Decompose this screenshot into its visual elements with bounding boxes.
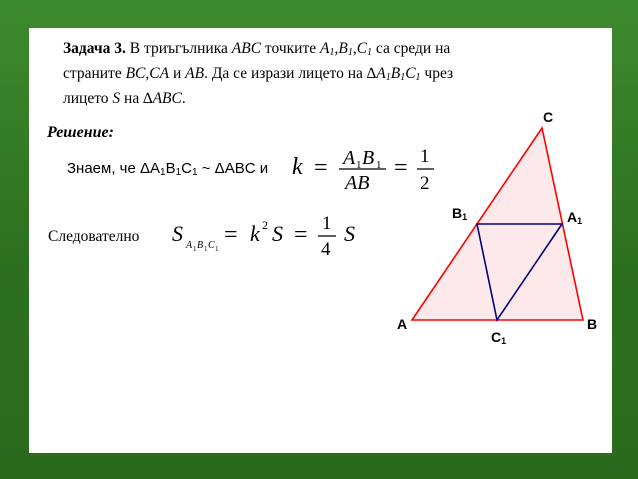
triangle-symbol: ∆ xyxy=(143,90,153,107)
area-s: S xyxy=(272,221,283,246)
vertex-b1-label xyxy=(452,205,467,222)
task-text: са среди на xyxy=(375,40,451,57)
task-text: на xyxy=(124,90,140,107)
task-text: В триъгълника xyxy=(129,40,228,57)
vertex-a1-text: A xyxy=(567,209,578,225)
side-ca: CA xyxy=(149,65,170,82)
task-text: точките xyxy=(264,40,317,57)
vertex-c1-label xyxy=(491,329,506,346)
task-text: страните xyxy=(63,65,122,82)
point-c1: C xyxy=(356,40,368,57)
numerator-one: 1 xyxy=(420,146,430,167)
task-text: лицето xyxy=(63,90,109,107)
side-ab: AB xyxy=(185,65,205,82)
vertex-a-text: A xyxy=(397,316,408,332)
subscript: 1 xyxy=(192,167,198,178)
point-b1: B xyxy=(338,40,348,57)
numerator-one: 1 xyxy=(322,213,332,234)
subscript-c: C xyxy=(208,240,215,251)
subscript: 1 xyxy=(376,159,382,171)
subscript: 1 xyxy=(204,245,208,253)
known-text: ~ ΔABC и xyxy=(197,160,269,177)
triangle-name: ABC xyxy=(152,90,182,107)
area-s: S xyxy=(344,221,355,246)
equals-sign: = xyxy=(294,222,308,248)
subscript: 1 xyxy=(160,167,166,178)
point-c1: C xyxy=(405,65,416,82)
point-b1: B xyxy=(390,65,401,82)
vertex-c1-text: C xyxy=(491,329,502,345)
side-bc: BC xyxy=(125,65,146,82)
vertex-b-text: B xyxy=(587,316,598,332)
subscript: 1 xyxy=(501,336,507,346)
power-two: 2 xyxy=(262,218,268,232)
vertex-c-label xyxy=(543,109,553,125)
task-text: чрез xyxy=(424,65,454,82)
vertex-b1-text: B xyxy=(452,205,463,221)
task-statement: Задача 3. В триъгълника ABC точките $A_1,B_1,C_1$ са среди на страните BC,CA и AB. Да се изрази лицето на $\Delta A_1B_1C_1$ чрез лицето S на ∆ABC. xyxy=(63,40,454,107)
solution-heading: Решение: xyxy=(47,124,114,141)
triangle-symbol: ∆ xyxy=(366,65,377,82)
triangle-name: ABC xyxy=(231,40,262,57)
point-a1: A xyxy=(320,40,330,57)
subscript: 1 xyxy=(329,47,335,58)
known-text: Знаем, че ΔA xyxy=(67,160,161,177)
subscript: 1 xyxy=(367,47,373,58)
subscript: 1 xyxy=(215,245,219,253)
subscript: 1 xyxy=(175,167,182,178)
vertex-a-label xyxy=(397,316,407,332)
task-text: и xyxy=(172,65,182,82)
k-symbol: k xyxy=(250,221,260,246)
denominator-ab: AB xyxy=(345,172,370,194)
subscript: 1 xyxy=(577,216,583,226)
subscript: 1 xyxy=(347,47,353,58)
equals-sign: = xyxy=(314,155,328,181)
subscript: 1 xyxy=(193,245,197,253)
subscript-a: A xyxy=(186,240,193,251)
subscript-b: B xyxy=(197,240,204,251)
numerator-b1: B xyxy=(362,147,375,169)
known-text: C xyxy=(181,160,193,177)
task-text: . Да се изрази лицето на xyxy=(204,65,363,82)
task-title: Задача 3. xyxy=(63,40,126,57)
point-a1: A xyxy=(376,65,386,82)
k-symbol: k xyxy=(292,154,303,180)
numerator-a1: A xyxy=(343,147,356,169)
denominator-two: 2 xyxy=(420,173,430,194)
subscript: 1 xyxy=(415,72,421,83)
vertex-b-label xyxy=(587,316,597,332)
vertex-c-text: C xyxy=(543,109,554,125)
area-s: S xyxy=(112,90,121,107)
known-text: B xyxy=(165,160,176,177)
area-s: S xyxy=(172,221,183,246)
subscript: 1 xyxy=(385,72,391,83)
vertex-a1-label xyxy=(567,209,582,226)
equals-sign: = xyxy=(224,222,238,248)
subscript: 1 xyxy=(400,72,406,83)
denominator-four: 4 xyxy=(321,239,331,260)
subscript: 1 xyxy=(356,159,362,171)
equals-sign: = xyxy=(394,155,408,181)
conclusion-label: Следователно xyxy=(48,228,140,245)
subscript: 1 xyxy=(462,212,468,222)
